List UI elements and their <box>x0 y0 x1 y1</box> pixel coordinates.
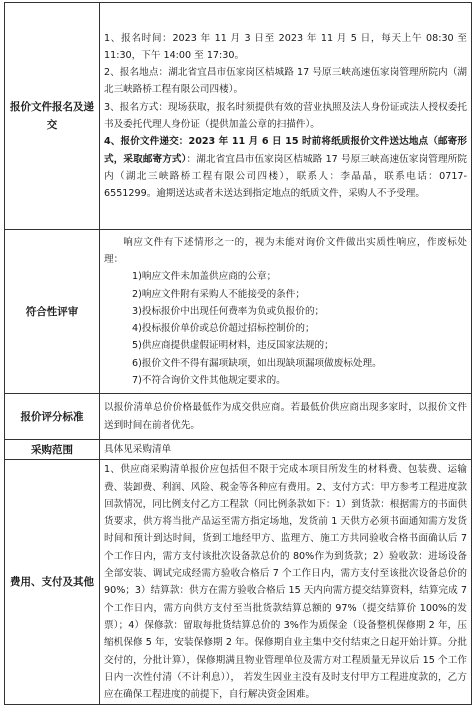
submission-item-2: 2、报名地点：湖北省宜昌市伍家岗区桔城路 17 号原三峡高速伍家岗管理所院内（湖北三峡路桥工程有限公司四楼）。 <box>104 67 467 96</box>
submission-item-4-tail: ：湖北省宜昌市伍家岗区桔城路 17 号原三峡高速伍家岗管理所院内（湖北三峡路桥工程有限公司四楼），联系人：李晶晶，联系电话：0717-6551299。逾期送达或者未送达到指定地点的纸质文件，采购人不予受理。 <box>104 153 467 200</box>
compliance-intro: 响应文件有下述情形之一的，视为未能对询价文件做出实质性响应，作废标处理： <box>104 236 467 265</box>
label-scope: 采购范围 <box>5 440 100 460</box>
label-payment: 费用、支付及其他 <box>5 460 100 705</box>
content-scoring <box>100 394 472 440</box>
content-payment <box>100 460 472 705</box>
terms-table <box>4 2 472 705</box>
label-quote-submission: 报价文件报名及递交 <box>5 3 100 230</box>
content-scope <box>100 440 472 460</box>
compliance-item: 7)不符合询价文件其他规定要求的。 <box>132 375 286 387</box>
procurement-terms-sheet <box>4 2 472 705</box>
compliance-item: 1)响应文件未加盖供应商的公章； <box>132 271 277 283</box>
compliance-item: 5)供应商提供虚假证明材料，违反国家法规的； <box>132 340 334 352</box>
row-compliance <box>5 230 472 394</box>
payment-text: 1、供应商采购清单报价应包括但不限于完成本项目所发生的材料费、包装费、运输费、装卸费、利润、风险、税金等各种应有费用。2、支付方式：甲方参考工程进度款回款情况，同比例支付乙方工程款（同比例条款如下：1）到货款：根据需方的书面供货要求，供方将当批产品运至需方指定场地，发货前 1 天供方必须书面通知需方发货时间和预计到达时间，货到工地经甲方、监理方、施工方共同验收合格书面确认后 7 个工作日内，需方支付该批次设备款总价的 80%作为到货款；2）验收款：进场设备全部安装、调试完成经需方验收合格后 7 个工作日内，需方支付至该批次设备总价的 90%；3）结算款：供方在需方验收合格后 15 天内向需方提交结算资料，结算完成 7 个工作日内，需方向供方支付至当批货款结算总额的 97%（提交结算价 100%的发票）；4）保修款：留取每批货结算总价的 3%作为质保金（设备整机保修期 2 年，压缩机保修 5 年，安装保修期 2 年。保修期自业主集中交付结束之日起开始计算。分批交付的，分批计算），保修期满且物业管理单位及需方对工程质量无异议后 15 个工作日内一次性付清（不计利息））， 若发生因业主没有及时支付甲方工程进度款的，乙方应在确保工程进度的前提下，自行解决资金困难。 <box>104 464 467 701</box>
row-scoring <box>5 394 472 440</box>
scope-text: 具体见采购清单 <box>104 444 172 455</box>
content-compliance <box>100 230 472 394</box>
submission-item-3: 3、报名方式：现场获取，报名时须提供有效的营业执照及法人身份证或法人授权委托书及委托代理人身份证（提供加盖公章的扫描件）。 <box>104 101 467 130</box>
compliance-item: 4)投标报价单价或总价超过招标控制价的； <box>132 323 315 335</box>
label-scoring: 报价评分标准 <box>5 394 100 440</box>
submission-item-4-bold: 2023 年 11 月 6 日 15 时前将纸质报价文件送达地点（邮寄形式，采取邮寄方式） <box>104 136 467 165</box>
compliance-item: 3)投标报价中出现任何费率为负或负报价的； <box>132 305 325 317</box>
row-scope <box>5 440 472 460</box>
label-compliance: 符合性评审 <box>5 230 100 394</box>
submission-item-4-head: 4、报价文件递交： <box>104 136 189 148</box>
compliance-list <box>104 268 467 389</box>
compliance-item: 2)响应文件附有采购人不能接受的条件； <box>132 288 305 300</box>
content-quote-submission <box>100 3 472 230</box>
submission-item-4 <box>104 133 467 202</box>
row-quote-submission <box>5 3 472 230</box>
row-payment <box>5 460 472 705</box>
submission-item-1: 1、报名时间：2023 年 11 月 3 日至 2023 年 11 月 5 日，每天上午 08:30 至 11:30，下午 14:00 至 17:30。 <box>104 32 467 61</box>
scoring-text: 以报价清单总价价格最低作为成交供应商。若最低价供应商出现多家时，以报价文件送到时间在前者优先。 <box>104 402 467 431</box>
compliance-item: 6)报价文件不得有漏项缺项，如出现缺项漏项做废标处理。 <box>132 357 382 369</box>
